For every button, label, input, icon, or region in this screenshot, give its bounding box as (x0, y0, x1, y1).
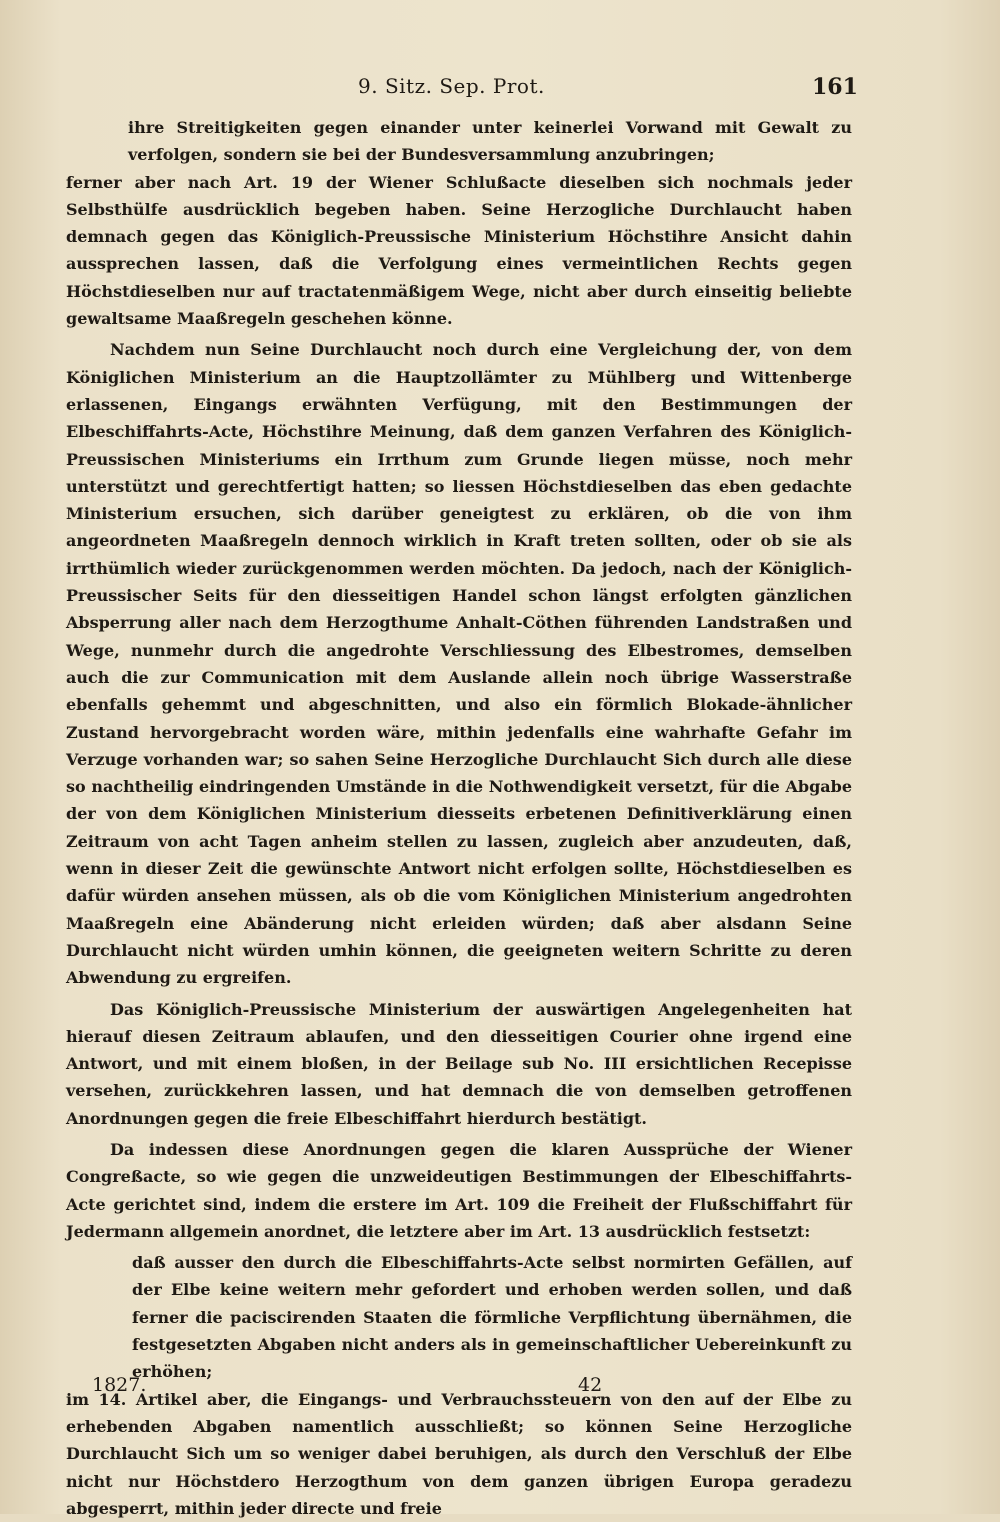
page-footer (0, 1374, 1000, 1400)
paragraph: Das Königlich-Preussische Ministerium der auswärtigen Angelegenheiten hat hierauf diesen Zeitraum ablaufen, und den diesseitigen Courier ohne irgend eine Antwort, und mit einem bloßen, in der Beilage sub No. III ersichtlichen Recepisse versehen, zurückkehren lassen, und hat demnach die von demselben getroffenen Anordnungen gegen die freie Elbeschiffahrt hierdurch bestätigt. (66, 999, 852, 1128)
paragraph-continuation: ihre Streitigkeiten gegen einander unter keinerlei Vorwand mit Gewalt zu verfolgen, sondern sie bei der Bundesversammlung anzubringen; (128, 118, 852, 165)
footer-year: 1827. (92, 1374, 147, 1396)
signature-mark: 42 (578, 1374, 603, 1396)
paragraph: Da indessen diese Anordnungen gegen die klaren Aussprüche der Wiener Congreßacte, so wie gegen die unzweideutigen Bestimmungen der Elbeschiffahrts-Acte gerichtet sind, indem die erstere im Art. 109 die Freiheit der Flußschiffahrt für Jedermann allgemein anordnet, die letztere aber im Art. 13 ausdrücklich festsetzt: (66, 1139, 852, 1241)
running-title: 9. Sitz. Sep. Prot. (358, 74, 545, 98)
quoted-article: daß ausser den durch die Elbeschiffahrts-Acte selbst normirten Gefällen, auf der Elbe keine weitern mehr gefordert und erhoben werden sollen, und daß ferner die paciscirenden Staaten die förmliche Verpflichtung übernähmen, die festgesetzten Abgaben nicht anders als in gemeinschaftlicher Uebereinkunft zu erhöhen; (132, 1253, 852, 1382)
page-body (66, 114, 852, 1522)
paragraph: im 14. Artikel aber, die Eingangs- und Verbrauchssteuern von den auf der Elbe zu erhebenden Abgaben namentlich ausschließt; so können Seine Herzogliche Durchlaucht Sich um so weniger dabei beruhigen, als durch den Verschluß der Elbe nicht nur Höchstdero Herzogthum von dem ganzen übrigen Europa geradezu abgesperrt, mithin jeder directe und freie (66, 1389, 852, 1518)
page-header (0, 74, 1000, 104)
page-number: 161 (812, 74, 858, 100)
paragraph: Nachdem nun Seine Durchlaucht noch durch eine Vergleichung der, von dem Königlichen Ministerium an die Hauptzollämter zu Mühlberg und Wittenberge erlassenen, Eingangs erwähnten Verfügung, mit den Bestimmungen der Elbeschiffahrts-Acte, Höchstihre Meinung, daß dem ganzen Verfahren des Königlich-Preussischen Ministeriums ein Irrthum zum Grunde liegen müsse, noch mehr unterstützt und gerechtfertigt hatten; so liessen Höchstdieselben das eben gedachte Ministerium ersuchen, sich darüber geneigtest zu erklären, ob die von ihm angeordneten Maaßregeln dennoch wirklich in Kraft treten sollten, oder ob sie als irrthümlich wieder zurückgenommen werden möchten. Da jedoch, nach der Königlich-Preussischer Seits für den diesseitigen Handel schon längst erfolgten gänzlichen Absperrung aller nach dem Herzogthume Anhalt-Cöthen führenden Landstraßen und Wege, nunmehr durch die angedrohte Verschliessung des Elbestromes, demselben auch die zur Communication mit dem Auslande allein noch übrige Wasserstraße ebenfalls gehemmt und abgeschnitten, und also ein förmlich Blokade-ähnlicher Zustand hervorgebracht worden wäre, mithin jedenfalls eine wahrhafte Gefahr im Verzuge vorhanden war; so sahen Seine Herzogliche Durchlaucht Sich durch alle diese so nachtheilig eindringenden Umstände in die Nothwendigkeit versetzt, für die Abgabe der von dem Königlichen Ministerium diesseits erbetenen Definitiverklärung einen Zeitraum von acht Tagen anheim stellen zu lassen, zugleich aber anzudeuten, daß, wenn in dieser Zeit die gewünschte Antwort nicht erfolgen sollte, Höchstdieselben es dafür würden ansehen müssen, als ob die vom Königlichen Ministerium angedrohten Maaßregeln eine Abänderung nicht erleiden würden; daß aber alsdann Seine Durchlaucht nicht würden umhin können, die geeigneten weitern Schritte zu deren Abwendung zu ergreifen. (66, 340, 852, 988)
paragraph: ferner aber nach Art. 19 der Wiener Schlußacte dieselben sich nochmals jeder Selbsthülfe ausdrücklich begeben haben. Seine Herzogliche Durchlaucht haben demnach gegen das Königlich-Preussische Ministerium Höchstihre Ansicht dahin aussprechen lassen, daß die Verfolgung eines vermeintlichen Rechts gegen Höchstdieselben nur auf tractatenmäßigem Wege, nicht aber durch einseitig beliebte gewaltsame Maaßregeln geschehen könne. (66, 172, 852, 329)
